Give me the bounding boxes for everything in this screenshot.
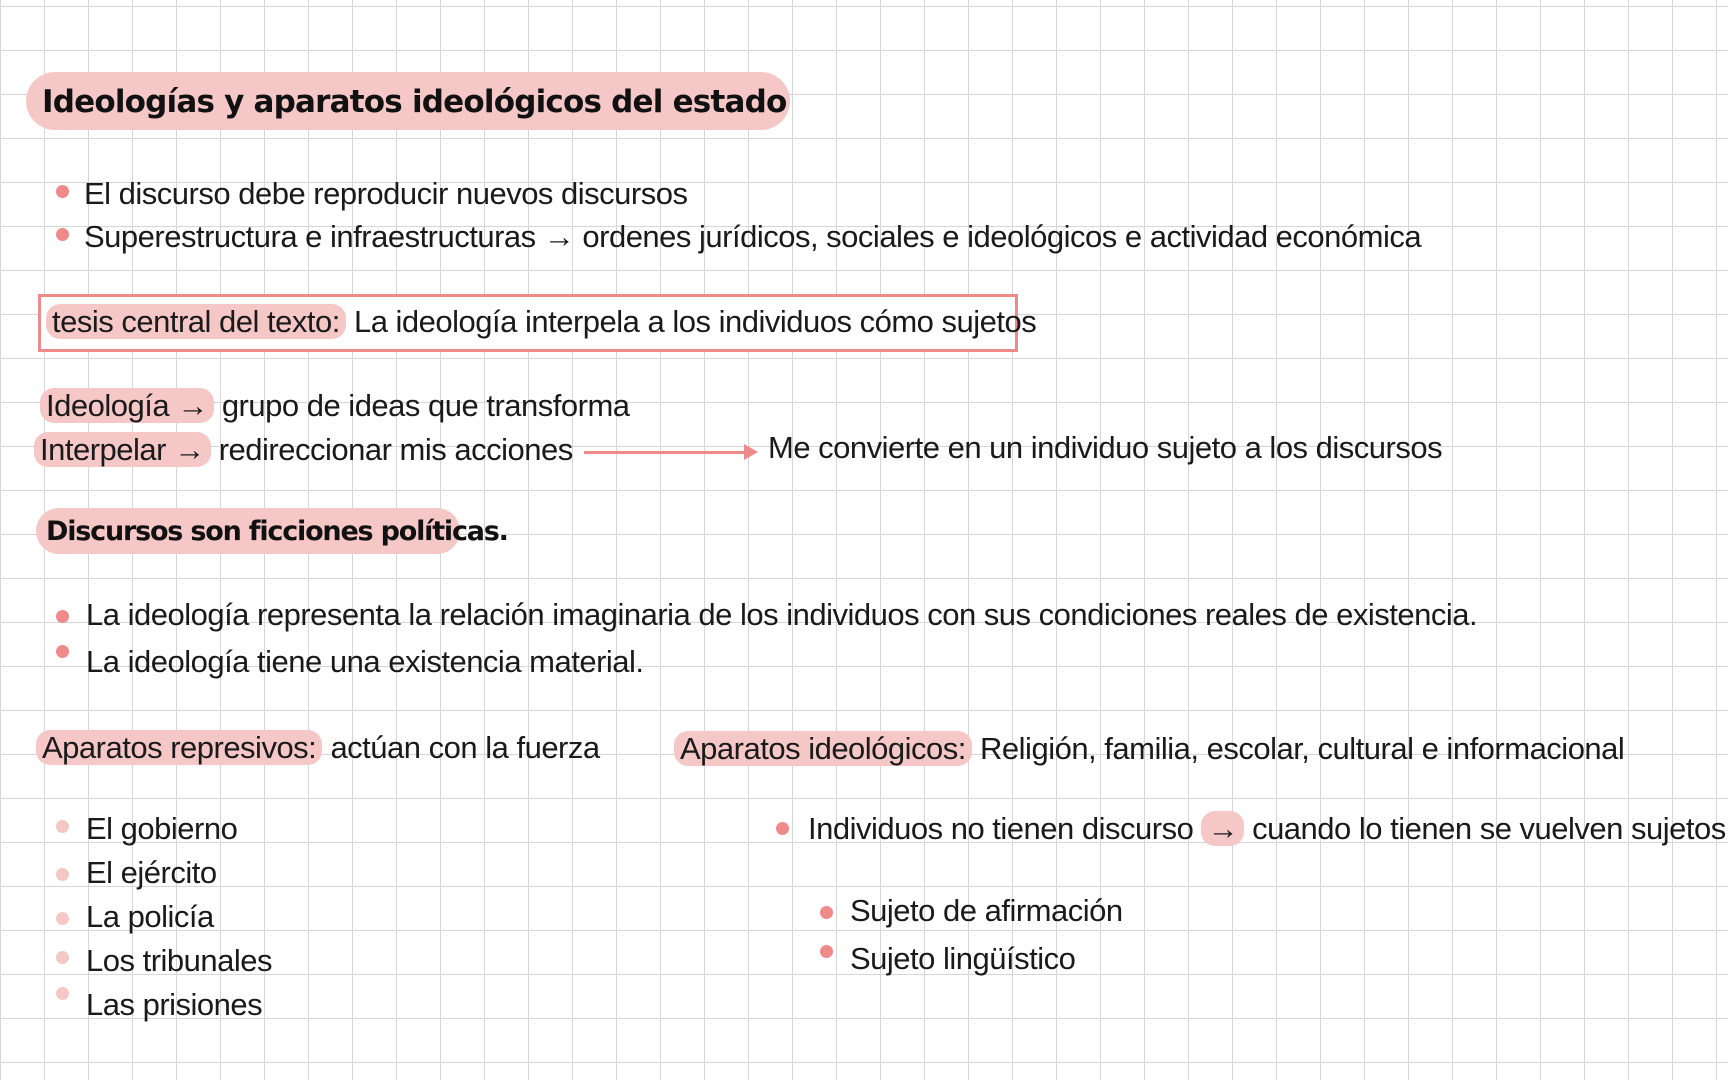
definition-text: grupo de ideas que transforma [221, 388, 630, 423]
bullet-dot [56, 912, 69, 925]
arrow-icon: → [177, 388, 208, 423]
list-item: Sujeto de afirmación [850, 893, 1123, 928]
bullet-dot [56, 645, 69, 658]
bullet-dot [56, 185, 69, 198]
bullet-dot [56, 610, 69, 623]
bullet-dot [56, 951, 69, 964]
arrow-icon: → [174, 432, 205, 467]
point-before: Individuos no tienen discurso [808, 811, 1194, 846]
ideological-text: Religión, familia, escolar, cultural e informacional [980, 731, 1625, 766]
list-item: El ejército [86, 855, 217, 890]
ideological-label: Aparatos ideológicos: [674, 731, 972, 766]
bullet-dot [56, 820, 69, 833]
definition-text: redireccionar mis acciones [218, 432, 573, 467]
bullet-text: Superestructura e infraestructuras → ordenes jurídicos, sociales e ideológicos e actividad económica [84, 219, 1422, 254]
bullet-dot [820, 945, 833, 958]
list-item: La policía [86, 899, 214, 934]
bullet-text: La ideología representa la relación imaginaria de los individuos con sus condiciones reales de existencia. [86, 597, 1478, 632]
ideological-heading [674, 731, 1624, 767]
repressive-text: actúan con la fuerza [330, 730, 600, 765]
section-subtitle: Discursos son ficciones políticas. [46, 516, 508, 547]
arrow-head-icon [744, 444, 758, 460]
bullet-dot [56, 228, 69, 241]
bullet-dot [56, 987, 69, 1000]
thesis-label: tesis central del texto: [46, 304, 346, 339]
bullet-dot [56, 868, 69, 881]
definition-row [40, 388, 630, 424]
repressive-heading [36, 730, 600, 766]
bullet-text: La ideología tiene una existencia material. [86, 644, 644, 679]
list-item: Las prisiones [86, 987, 263, 1022]
bullet-dot [820, 906, 833, 919]
connector-arrow-line [584, 451, 748, 454]
bullet-dot [776, 822, 789, 835]
definition-term: Interpelar → [34, 432, 211, 467]
repressive-label: Aparatos represivos: [36, 730, 322, 765]
ideological-point [808, 811, 1726, 847]
list-item: Sujeto lingüístico [850, 941, 1076, 976]
bullet-text: El discurso debe reproducir nuevos discursos [84, 176, 688, 211]
arrow-icon: → [1201, 811, 1244, 846]
definition-result: Me convierte en un individuo sujeto a los discursos [768, 430, 1443, 465]
page-title: Ideologías y aparatos ideológicos del estado [42, 84, 787, 120]
thesis-text: La ideología interpela a los individuos cómo sujetos [353, 304, 1037, 339]
point-after: cuando lo tienen se vuelven sujetos [1252, 811, 1726, 846]
list-item: El gobierno [86, 811, 238, 846]
thesis-line [46, 304, 1036, 340]
definition-row [34, 432, 573, 468]
list-item: Los tribunales [86, 943, 273, 978]
definition-term: Ideología → [40, 388, 214, 423]
